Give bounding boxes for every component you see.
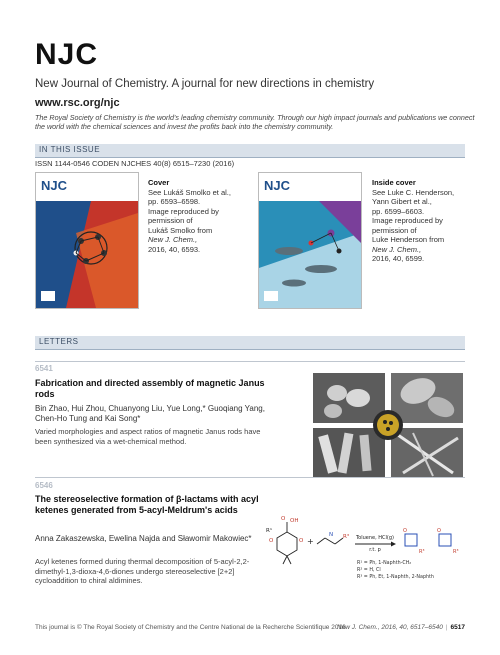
issn-line: ISSN 1144-0546 CODEN NJCHES 40(8) 6515–7230 (2016): [35, 159, 235, 168]
scheme-conditions-bottom: r.t. p: [369, 547, 381, 553]
cover-caption: [148, 178, 246, 254]
inside-cover-journal-logo: NJC: [264, 178, 291, 193]
cover-heading: Cover: [148, 178, 170, 187]
svg-text:OH: OH: [290, 518, 299, 524]
cover-line: 2016, 40, 6599.: [372, 254, 425, 263]
inside-cover-heading: Inside cover: [372, 178, 416, 187]
in-this-issue-bar: [35, 144, 465, 158]
article-divider: [35, 477, 465, 478]
inside-cover-art: [259, 173, 361, 308]
cover-line: See Luke C. Henderson,: [372, 187, 455, 197]
cover-line: Image reproduced by: [372, 216, 443, 225]
svg-text:O: O: [299, 538, 304, 544]
svg-text:O: O: [403, 528, 407, 534]
svg-text:R¹: R¹: [266, 528, 273, 534]
svg-text:R³: R³: [343, 534, 350, 540]
cover-line: Yann Gibert et al.,: [372, 197, 432, 206]
article-page-number: 6546: [35, 481, 53, 490]
cover-line: permission of: [148, 216, 193, 225]
svg-text:N: N: [329, 532, 334, 538]
scheme-r3: R³ = Ph, Et, 1-Naphth, 2-Naphth: [357, 575, 434, 580]
journal-url-link[interactable]: www.rsc.org/njc: [35, 97, 120, 109]
cover-line: See Lukáš Smolko et al.,: [148, 187, 231, 197]
article-title[interactable]: The stereoselective formation of β-lactams with acyl ketenes generated from 5-acyl-Meldrum's acids: [35, 494, 259, 515]
cover-line: Luke Henderson from: [372, 235, 445, 244]
reaction-scheme: [263, 508, 463, 586]
janus-rods-graphic: [313, 373, 463, 478]
section-label: IN THIS ISSUE: [39, 145, 101, 154]
cover-line: 2016, 40, 6593.: [148, 244, 201, 254]
cover-line: New J. Chem.,: [148, 235, 198, 244]
svg-text:O: O: [281, 516, 286, 522]
cover-line: Lukáš Smolko from: [148, 225, 213, 235]
article-authors: Bin Zhao, Hui Zhou, Chuanyong Liu, Yue Long,* Guoqiang Yang, Chen-Ho Tung and Kai Song*: [35, 404, 265, 423]
inside-cover-image[interactable]: [258, 172, 362, 309]
svg-text:O: O: [437, 528, 441, 534]
article-abstract: Varied morphologies and aspect ratios of magnetic Janus rods have been synthesized via a wet-chemical method.: [35, 427, 261, 446]
article-divider: [35, 361, 465, 362]
cover-line: New J. Chem.,: [372, 244, 422, 254]
cover-line: permission of: [372, 225, 417, 235]
scheme-r2: R² = H, Cl: [357, 568, 381, 573]
article-title[interactable]: Fabrication and directed assembly of magnetic Janus rods: [35, 378, 265, 399]
page-footer: [35, 624, 465, 631]
svg-text:R³: R³: [453, 549, 459, 555]
cover-line: pp. 6599–6603.: [372, 206, 425, 216]
article-abstract: Acyl ketenes formed during thermal decomposition of 5-acyl-2,2-dimethyl-1,3-dioxa-4,6-diones undergo stereoselective [2+2] cycloaddition to chiral aldimines.: [35, 557, 250, 585]
svg-text:O: O: [269, 538, 274, 544]
article-page-number: 6541: [35, 364, 53, 373]
footer-citation: New J. Chem., 2016, 40, 6517–6540: [336, 624, 443, 631]
cover-image[interactable]: [35, 172, 139, 309]
inside-cover-caption: [372, 178, 470, 264]
footer-citation-block: New J. Chem., 2016, 40, 6517–6540 | 6517: [336, 624, 465, 631]
journal-blurb: The Royal Society of Chemistry is the world's leading chemistry community. Through our high impact journals and publications we connect the world with the chemical sciences and invest the profits back into the chemistry community.: [35, 113, 475, 131]
scheme-conditions-top: Toluene, HCl(g): [355, 535, 395, 541]
journal-abbreviation: NJC: [35, 38, 99, 71]
svg-text:+: +: [307, 537, 314, 546]
scheme-r1: R¹ = Ph, 1-Naphth-CH₂: [357, 561, 412, 566]
cover-journal-logo: NJC: [41, 178, 68, 193]
article-authors: Anna Zakaszewska, Ewelina Najda and Sławomir Makowiec*: [35, 534, 252, 543]
cover-line: pp. 6593–6598.: [148, 197, 201, 206]
footer-copyright: This journal is © The Royal Society of Chemistry and the Centre National de la Recherche Scientifique 2016: [35, 624, 346, 631]
footer-page-number: 6517: [450, 624, 465, 631]
section-label: LETTERS: [39, 337, 79, 346]
journal-full-name: New Journal of Chemistry. A journal for new directions in chemistry: [35, 78, 375, 90]
letters-bar: [35, 336, 465, 350]
cover-art: [36, 173, 138, 308]
cover-line: Image reproduced by: [148, 206, 219, 216]
svg-text:R³: R³: [419, 549, 425, 555]
